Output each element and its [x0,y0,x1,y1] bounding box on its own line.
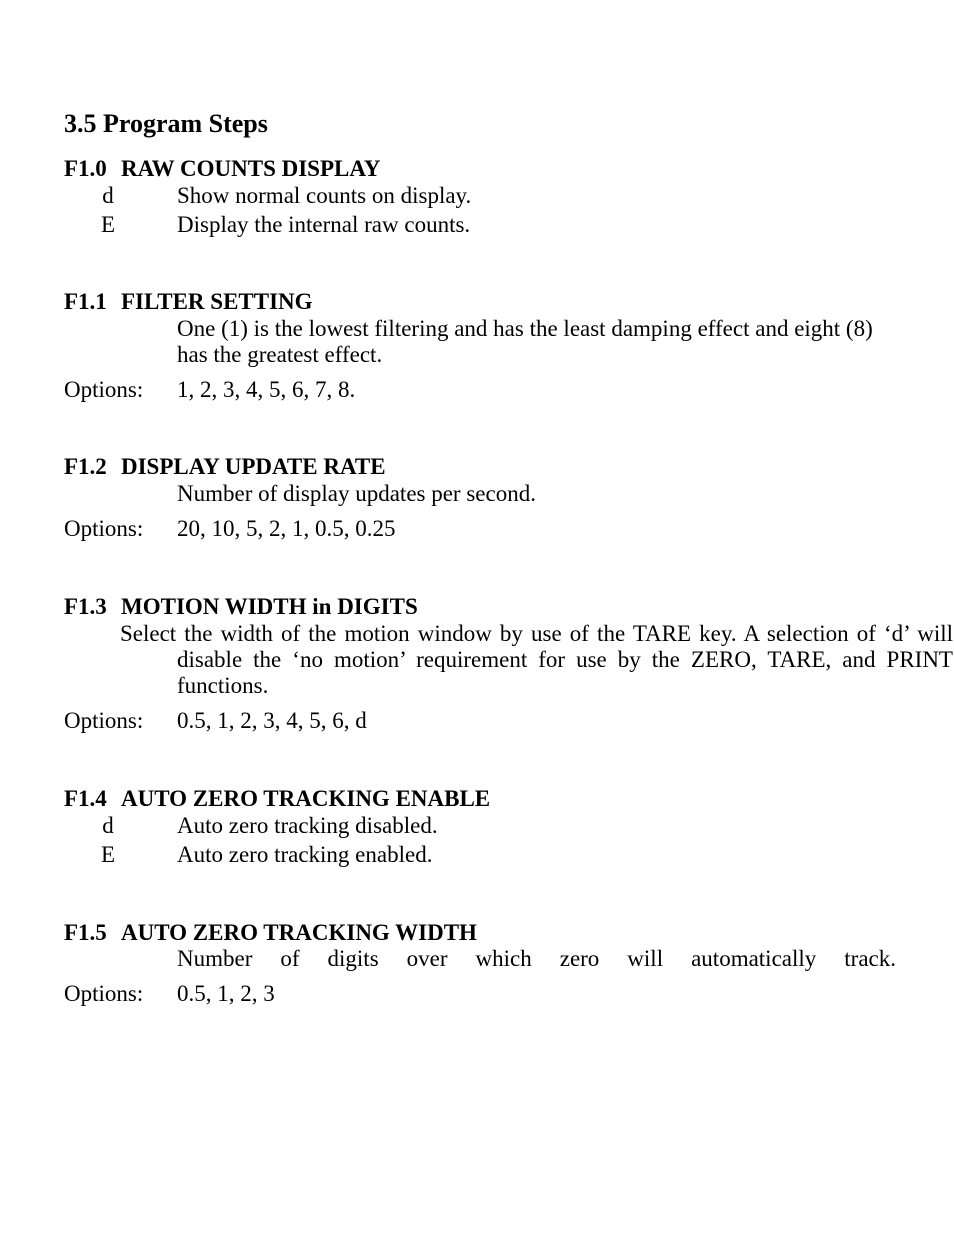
options-values: 20, 10, 5, 2, 1, 0.5, 0.25 [177,516,396,541]
option-description: Show normal counts on display. [177,183,472,208]
step-title: FILTER SETTING [121,289,313,314]
step-heading-f1-5 [64,920,477,946]
step-title: DISPLAY UPDATE RATE [121,454,386,479]
step-description: Select the width of the motion window by use of the TARE key. A selection of ‘d’ will disable the ‘no motion’ requirement for use by the ZERO, TARE, and PRINT functions. [120,621,953,698]
step-title: AUTO ZERO TRACKING ENABLE [121,786,491,811]
options-values: 0.5, 1, 2, 3, 4, 5, 6, d [177,708,367,733]
step-heading-f1-0 [64,156,380,182]
step-heading-f1-1 [64,289,313,315]
option-key: d [102,813,114,838]
step-code: F1.2 [64,454,107,479]
step-title: RAW COUNTS DISPLAY [121,156,381,181]
step-title: AUTO ZERO TRACKING WIDTH [121,920,477,945]
options-label: Options: [64,377,144,402]
options-values: 0.5, 1, 2, 3 [177,981,275,1006]
options-values: 1, 2, 3, 4, 5, 6, 7, 8. [177,377,356,402]
option-key: d [102,183,114,208]
step-code: F1.5 [64,920,107,945]
option-key: E [100,842,116,867]
option-key: E [100,212,116,237]
options-label: Options: [64,516,144,541]
options-label: Options: [64,708,144,733]
step-heading-f1-4 [64,786,490,812]
options-label: Options: [64,981,144,1006]
option-description: Display the internal raw counts. [177,212,471,237]
option-description: Auto zero tracking enabled. [177,842,433,867]
step-description: One (1) is the lowest filtering and has the least damping effect and eight (8) has the greatest effect. [177,316,873,367]
step-heading-f1-2 [64,454,386,480]
step-code: F1.0 [64,156,107,181]
step-heading-f1-3 [64,594,418,620]
step-description: Number of display updates per second. [177,481,536,506]
option-description: Auto zero tracking disabled. [177,813,438,838]
section-title: 3.5 Program Steps [64,109,268,138]
step-description: Number of digits over which zero will automatically track. [177,946,896,971]
step-code: F1.1 [64,289,107,314]
step-code: F1.4 [64,786,107,811]
step-title: MOTION WIDTH in DIGITS [121,594,418,619]
step-code: F1.3 [64,594,107,619]
